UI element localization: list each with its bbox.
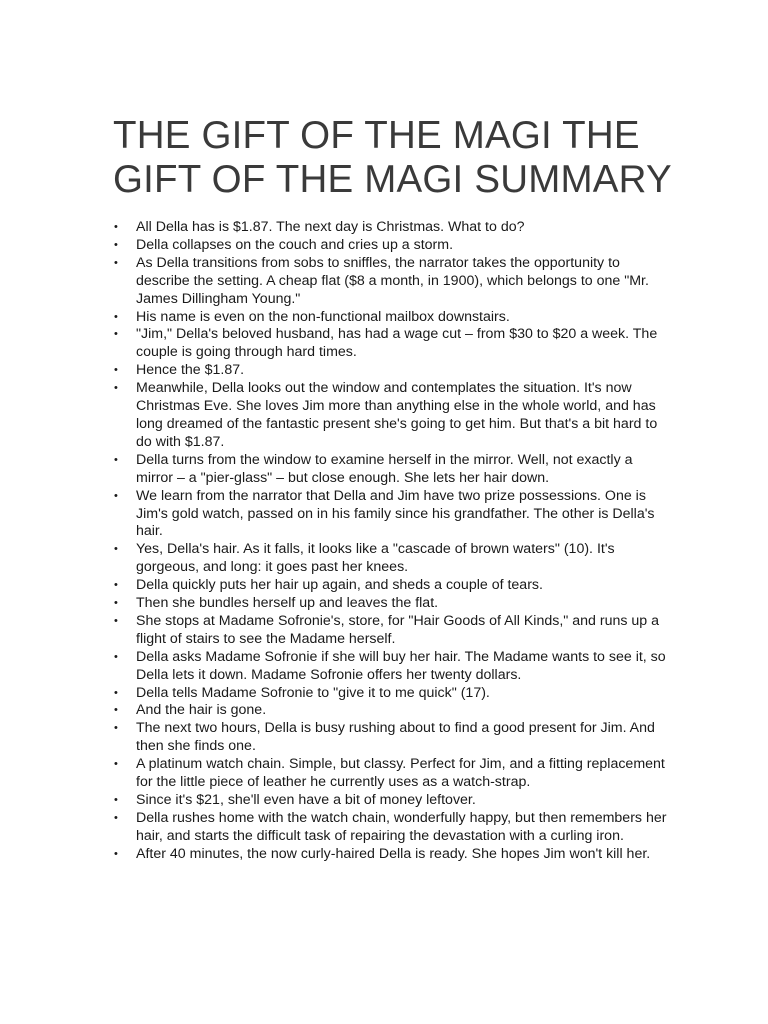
bullet-icon: • — [114, 310, 118, 323]
list-item — [112, 380, 672, 452]
list-item — [112, 702, 672, 720]
bullet-icon: • — [114, 794, 118, 806]
list-item — [112, 219, 672, 237]
list-item — [112, 326, 672, 362]
bullet-icon: • — [114, 811, 118, 824]
list-item-text: All Della has is $1.87. The next day is Christmas. What to do? — [136, 219, 525, 235]
list-item — [112, 685, 672, 703]
list-item-text: Della rushes home with the watch chain, wonderfully happy, but then remembers her hair, and starts the difficult task of repairing the devastation with a curling iron. — [136, 809, 667, 844]
list-item-text: "Jim," Della's beloved husband, has had a wage cut – from $30 to $20 a week. The couple is going through hard times. — [136, 326, 658, 361]
list-item — [112, 846, 672, 864]
list-item — [112, 720, 672, 756]
list-item-text: Della asks Madame Sofronie if she will buy her hair. The Madame wants to see it, so Della lets it down. Madame Sofronie offers her twenty dollars. — [136, 648, 666, 683]
list-item — [112, 541, 672, 577]
bullet-icon: • — [114, 453, 118, 466]
list-item-text: After 40 minutes, the now curly-haired Della is ready. She hopes Jim won't kill her. — [136, 845, 651, 862]
bullet-icon: • — [114, 650, 118, 663]
list-item — [112, 792, 672, 810]
list-item-text: Della quickly puts her hair up again, and sheds a couple of tears. — [136, 577, 543, 594]
bullet-icon: • — [114, 364, 118, 377]
bullet-icon: • — [114, 382, 118, 395]
list-item-text: As Della transitions from sobs to sniffles, the narrator takes the opportunity to describe the setting. A cheap flat ($8 a month, in 1900), which belongs to one "Mr. James Dillingham Young." — [136, 254, 649, 307]
list-item-text: Yes, Della's hair. As it falls, it looks like a "cascade of brown waters" (10). It's gorgeous, and long: it goes past her knees. — [136, 541, 615, 576]
bullet-icon: • — [114, 221, 118, 233]
list-item-text: Della collapses on the couch and cries up a storm. — [136, 236, 454, 253]
bullet-icon: • — [114, 238, 118, 251]
list-item-text: The next two hours, Della is busy rushing about to find a good present for Jim. And then she finds one. — [136, 720, 655, 755]
bullet-icon: • — [114, 758, 118, 771]
bullet-icon: • — [114, 579, 118, 592]
list-item — [112, 649, 672, 685]
list-item — [112, 255, 672, 309]
list-item-text: His name is even on the non-functional mailbox downstairs. — [136, 308, 510, 325]
list-item — [112, 237, 672, 255]
list-item-text: Then she bundles herself up and leaves the flat. — [136, 595, 439, 612]
list-item — [112, 577, 672, 595]
list-item-text: We learn from the narrator that Della and Jim have two prize possessions. One is Jim's gold watch, passed on in his family since his grandfather. The other is Della's hair. — [136, 487, 655, 540]
list-item — [112, 309, 672, 327]
bullet-icon: • — [114, 328, 118, 341]
list-item-text: Della turns from the window to examine herself in the mirror. Well, not exactly a mirror – a "pier-glass" – but close enough. She lets her hair down. — [136, 451, 633, 486]
bullet-icon: • — [114, 489, 118, 502]
list-item — [112, 488, 672, 542]
list-item — [112, 452, 672, 488]
list-item-text: Since it's $21, she'll even have a bit of money leftover. — [136, 792, 476, 808]
list-item — [112, 595, 672, 613]
page-title: THE GIFT OF THE MAGI THE GIFT OF THE MAGI SUMMARY — [113, 114, 672, 201]
list-item-text: She stops at Madame Sofronie's, store, for "Hair Goods of All Kinds," and runs up a flight of stairs to see the Madame herself. — [136, 612, 660, 647]
bullet-icon: • — [114, 614, 118, 627]
bullet-icon: • — [114, 256, 118, 269]
bullet-icon: • — [114, 686, 118, 699]
list-item-text: Hence the $1.87. — [136, 362, 245, 379]
bullet-icon: • — [114, 597, 118, 610]
bullet-icon: • — [114, 847, 118, 860]
list-item — [112, 756, 672, 792]
bullet-icon: • — [114, 722, 118, 735]
list-item-text: Della tells Madame Sofronie to "give it to me quick" (17). — [136, 684, 490, 701]
list-item — [112, 810, 672, 846]
list-item — [112, 362, 672, 380]
list-item-text: And the hair is gone. — [136, 702, 267, 719]
list-item — [112, 613, 672, 649]
list-item-text: A platinum watch chain. Simple, but classy. Perfect for Jim, and a fitting replacement for the little piece of leather he currently uses as a watch-strap. — [136, 756, 665, 791]
bullet-icon: • — [114, 704, 118, 717]
list-item-text: Meanwhile, Della looks out the window and contemplates the situation. It's now Christmas Eve. She loves Jim more than anything else in the whole world, and has long dreamed of the fantastic present she's going to get him. But that's a bit hard to do with $1.87. — [136, 380, 658, 450]
bullet-icon: • — [114, 543, 118, 556]
summary-bullet-list — [112, 219, 672, 864]
